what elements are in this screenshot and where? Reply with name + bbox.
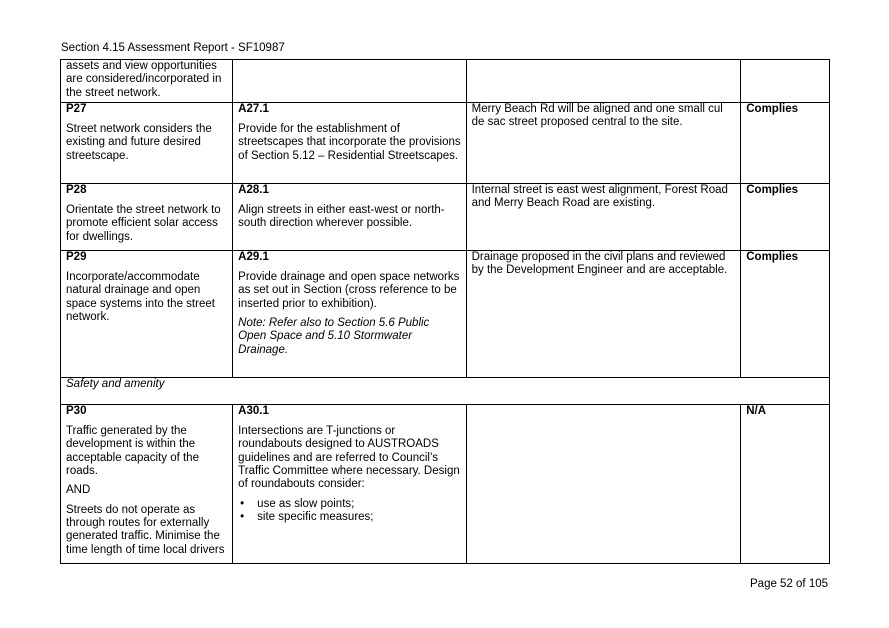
acceptable-note: Note: Refer also to Section 5.6 Public Open Space and 5.10 Stormwater Drainage. (238, 317, 430, 356)
status-cell (741, 404, 830, 563)
acceptable-code: A27.1 (238, 102, 269, 115)
acceptable-cell (233, 60, 466, 103)
performance-code: P28 (66, 183, 87, 196)
performance-text: Streets do not operate as through routes for externally generated traffic. Minimise the time length of time local drivers (66, 503, 225, 556)
performance-cell (61, 404, 233, 563)
performance-text: Traffic generated by the development is within the acceptable capacity of the roads. (66, 425, 199, 478)
list-item: • site specific measures; (238, 511, 460, 524)
status-cell (741, 250, 830, 377)
performance-cell (61, 250, 233, 377)
performance-cell (61, 60, 233, 103)
acceptable-cell (233, 250, 466, 377)
status-cell (741, 183, 830, 250)
status-cell (741, 60, 830, 103)
section-cell (61, 377, 830, 404)
comment-text: Merry Beach Rd will be aligned and one small cul de sac street proposed central to the site. (471, 102, 723, 129)
acceptable-cell (233, 404, 466, 563)
acceptable-bullet-list (238, 498, 460, 525)
acceptable-code: A29.1 (238, 250, 269, 263)
page-number: Page 52 of 105 (750, 578, 829, 590)
assessment-table (60, 59, 830, 564)
comment-cell (466, 60, 741, 103)
comment-cell (466, 404, 741, 563)
section-title: Safety and amenity (66, 377, 165, 390)
performance-text: Orientate the street network to promote efficient solar access for dwellings. (66, 204, 221, 243)
table-row (61, 102, 830, 183)
performance-code: P30 (66, 404, 87, 417)
performance-and: AND (66, 484, 91, 497)
table-row (61, 250, 830, 377)
table-row (61, 404, 830, 563)
acceptable-text: Provide drainage and open space networks as set out in Section (cross reference to be inserted prior to exhibition). (238, 271, 460, 310)
acceptable-code: A30.1 (238, 404, 269, 417)
status-text: Complies (746, 183, 799, 196)
status-text: N/A (746, 404, 767, 417)
performance-text: Incorporate/accommodate natural drainage and open space systems into the street network. (66, 271, 215, 324)
comment-cell (466, 250, 741, 377)
performance-code: P29 (66, 250, 87, 263)
comment-cell (466, 102, 741, 183)
status-text: Complies (746, 250, 799, 263)
table-row (61, 60, 830, 103)
acceptable-code: A28.1 (238, 183, 269, 196)
acceptable-cell (233, 102, 466, 183)
comment-text: Drainage proposed in the civil plans and reviewed by the Development Engineer and are acceptable. (471, 250, 728, 277)
performance-cell (61, 183, 233, 250)
acceptable-text: Provide for the establishment of streetscapes that incorporate the provisions of Section 5.12 – Residential Streetscapes. (238, 123, 461, 162)
acceptable-text: Intersections are T-junctions or roundabouts designed to AUSTROADS guidelines and are referred to Council’s Traffic Committee where necessary. Design of roundabouts consider: (238, 425, 460, 491)
list-item: • use as slow points; (238, 498, 460, 511)
performance-text: assets and view opportunities are considered/incorporated in the street network. (66, 60, 222, 99)
status-cell (741, 102, 830, 183)
performance-text: Street network considers the existing and future desired streetscape. (66, 123, 212, 162)
acceptable-text: Align streets in either east-west or north-south direction wherever possible. (238, 204, 445, 230)
comment-text: Internal street is east west alignment, Forest Road and Merry Beach Road are existing. (471, 183, 728, 210)
section-row (61, 377, 830, 404)
acceptable-cell (233, 183, 466, 250)
comment-cell (466, 183, 741, 250)
performance-code: P27 (66, 102, 87, 115)
status-text: Complies (746, 102, 799, 115)
report-header: Section 4.15 Assessment Report - SF10987 (61, 42, 285, 54)
performance-cell (61, 102, 233, 183)
table-row (61, 183, 830, 250)
